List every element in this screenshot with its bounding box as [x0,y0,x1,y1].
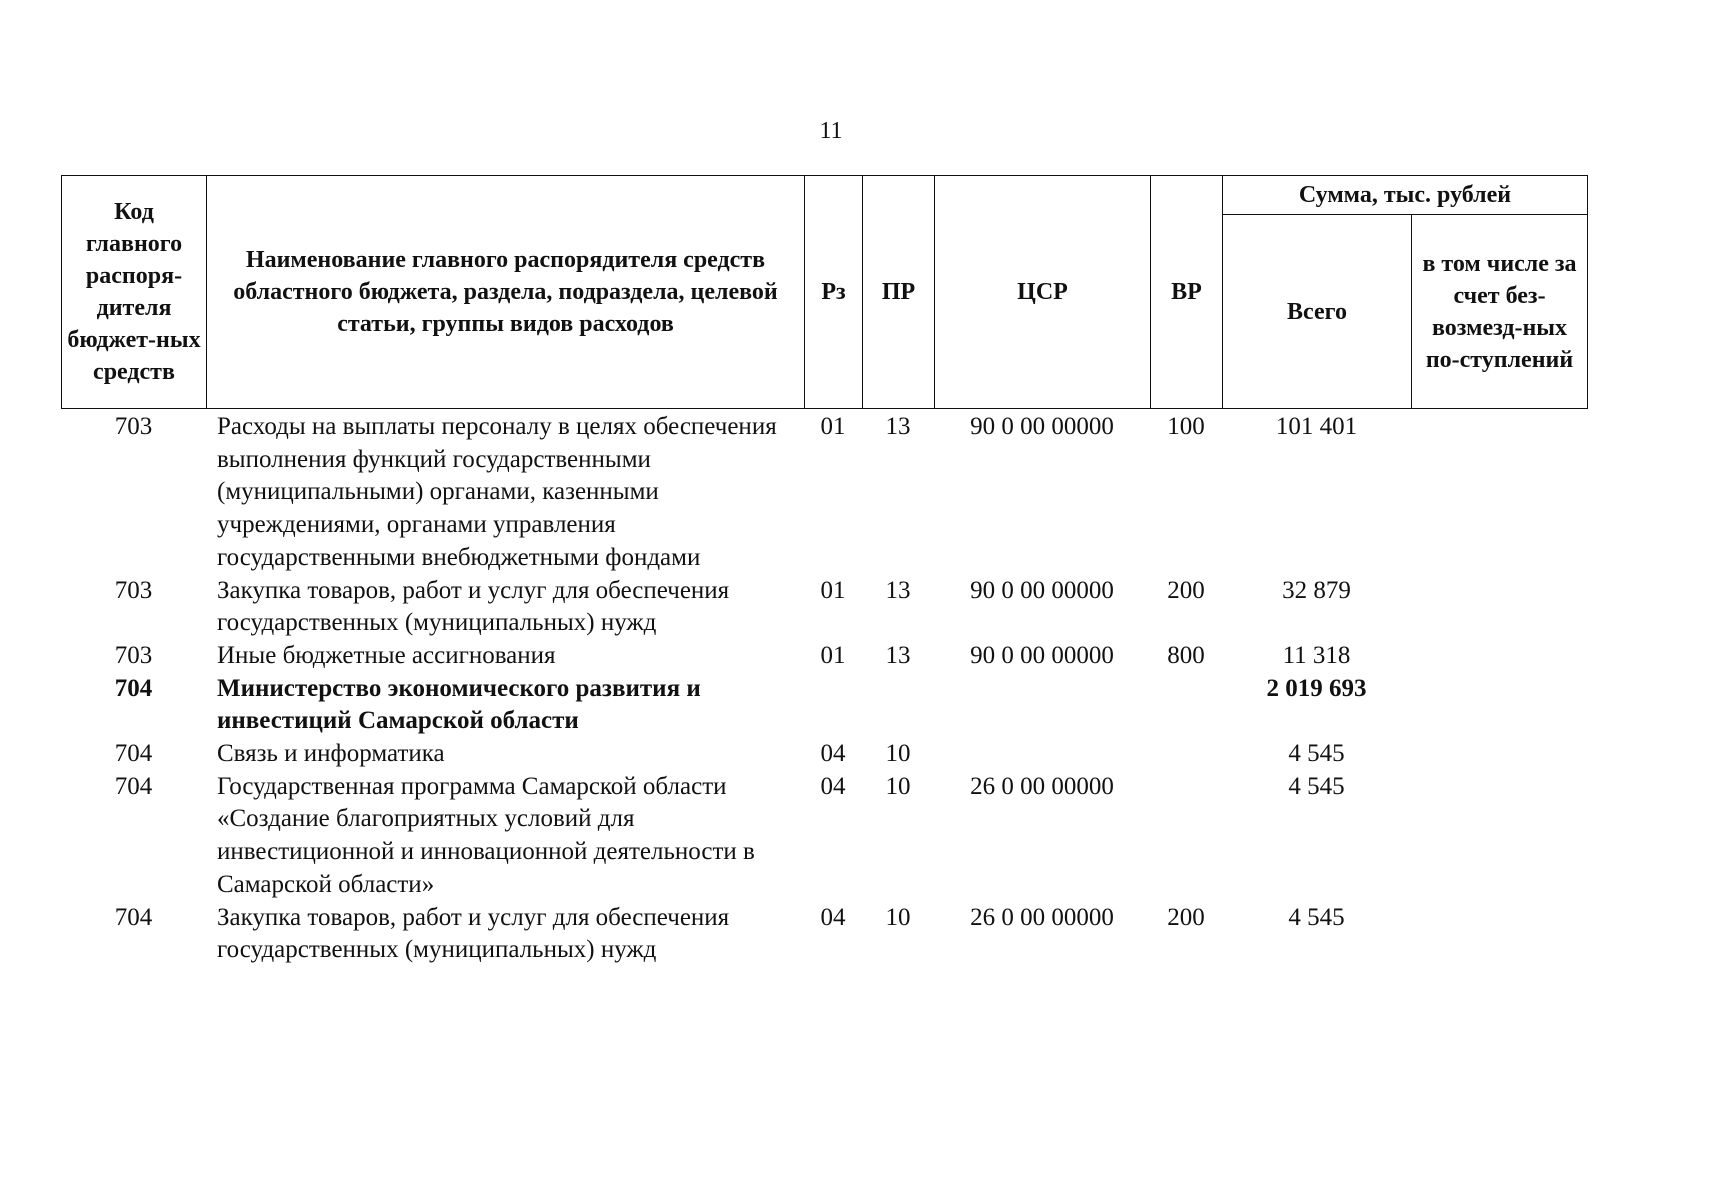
cell-free [1411,673,1587,738]
cell-free [1411,640,1587,673]
table-row [61,771,1587,902]
header-free: в том числе за счет без-возмезд-ных по-ступлений [1412,215,1588,409]
cell-rz: 01 [820,576,846,604]
header-vr: ВР [1151,176,1223,409]
cell-pr: 13 [885,576,911,604]
table-row [61,902,1587,967]
cell-code: 704 [114,903,153,931]
cell-name: Иные бюджетные ассигнования [217,641,556,669]
cell-csr: 90 0 00 00000 [970,413,1114,440]
cell-total: 32 879 [1282,576,1351,604]
table-header [61,175,1588,409]
table-row [61,411,1587,575]
cell-pr: 10 [885,772,911,800]
header-name: Наименование главного распорядителя средств областного бюджета, раздела, подраздела, целевой статьи, группы видов расходов [207,176,805,409]
cell-name: Связь и информатика [217,740,445,768]
header-rz: Рз [805,176,863,409]
cell-vr [1150,771,1222,902]
cell-csr: 26 0 00 00000 [970,903,1114,931]
cell-rz: 04 [820,903,846,931]
cell-name: Закупка товаров, работ и услуг для обеспечения государственных (муниципальных) нужд [217,903,730,964]
header-pr: ПР [863,176,935,409]
header-csr: ЦСР [935,176,1151,409]
cell-total: 4 545 [1288,740,1345,768]
cell-code: 704 [114,740,153,768]
cell-rz: 01 [820,641,846,669]
cell-vr: 800 [1167,641,1205,669]
cell-total: 11 318 [1282,641,1351,669]
cell-vr: 100 [1167,413,1205,440]
cell-free [1411,575,1587,640]
cell-total: 101 401 [1275,413,1358,440]
cell-pr: 10 [885,903,911,931]
cell-csr: 90 0 00 00000 [970,576,1114,604]
cell-csr [934,738,1150,771]
header-code: Код главного распоря-дителя бюджет-ных средств [62,176,207,409]
cell-csr [934,673,1150,738]
cell-free [1411,902,1587,967]
cell-name: Государственная программа Самарской области «Создание благоприятных условий для инвестиционной и инновационной деятельности в Самарской области» [217,772,755,898]
header-total: Всего [1223,215,1412,409]
cell-pr: 13 [885,413,911,440]
cell-name: Закупка товаров, работ и услуг для обеспечения государственных (муниципальных) нужд [217,576,730,637]
table-row [61,673,1587,738]
cell-free [1411,411,1587,575]
cell-vr: 200 [1167,903,1205,931]
cell-total: 4 545 [1288,903,1345,931]
cell-rz: 04 [820,740,846,768]
cell-rz [804,673,862,738]
table-row [61,640,1587,673]
cell-vr [1150,673,1222,738]
cell-pr [862,673,934,738]
cell-code: 703 [114,413,153,440]
cell-rz: 04 [820,772,846,800]
cell-csr: 90 0 00 00000 [970,641,1114,669]
cell-free [1411,738,1587,771]
cell-total: 4 545 [1288,772,1345,800]
page-number: 11 [819,118,843,144]
cell-code: 703 [114,576,153,604]
cell-code: 704 [114,674,153,702]
cell-pr: 13 [885,641,911,669]
cell-csr: 26 0 00 00000 [970,772,1114,800]
table-body [61,411,1587,967]
cell-name: Расходы на выплаты персоналу в целях обеспечения выполнения функций государственными (муниципальными) органами, казенными учреждениями, органами управления государственными внебюджетными фондами [217,413,777,571]
cell-vr: 200 [1167,576,1205,604]
cell-name: Министерство экономического развития и инвестиций Самарской области [217,674,701,735]
cell-code: 703 [114,641,153,669]
cell-code: 704 [114,772,153,800]
cell-free [1411,771,1587,902]
cell-rz: 01 [820,413,846,440]
table-row [61,575,1587,640]
header-sum-group: Сумма, тыс. рублей [1223,176,1588,215]
cell-pr: 10 [885,740,911,768]
table-row [61,738,1587,771]
cell-total: 2 019 693 [1266,674,1367,702]
cell-vr [1150,738,1222,771]
